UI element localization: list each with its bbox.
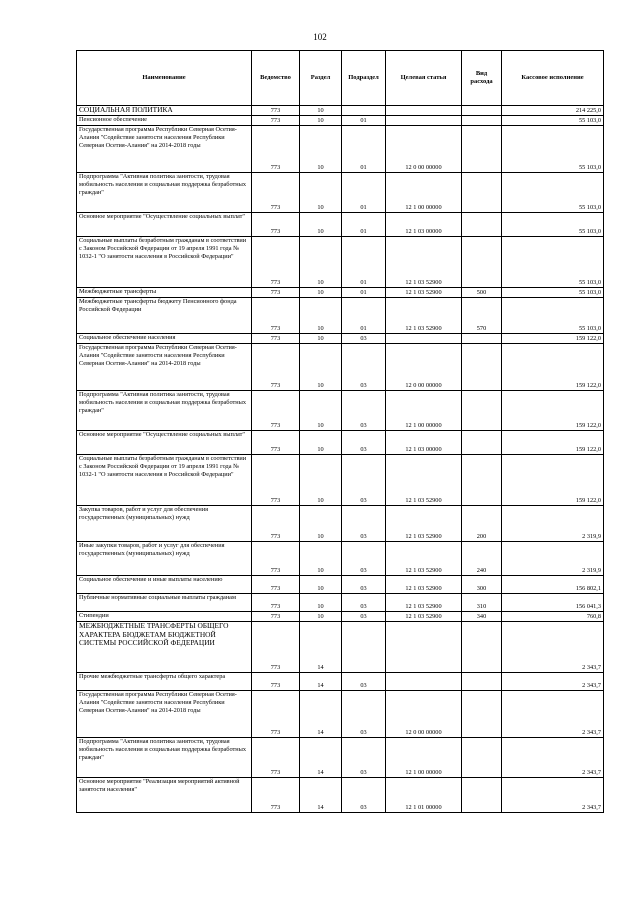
table-row — [77, 691, 604, 738]
row-razdel: 10 — [300, 213, 342, 237]
row-vedomstvo: 773 — [252, 506, 300, 542]
row-celevaya: 12 1 03 52900 — [386, 594, 462, 612]
row-vid — [462, 344, 502, 391]
row-vedomstvo: 773 — [252, 288, 300, 298]
row-name: Подпрограмма "Активная политика занятости, трудовая мобильность населения и социальная поддержка безработных граждан" — [77, 173, 252, 213]
row-vid: 200 — [462, 506, 502, 542]
row-celevaya: 12 1 03 52900 — [386, 506, 462, 542]
row-vid: 500 — [462, 288, 502, 298]
row-celevaya: 12 1 03 52900 — [386, 288, 462, 298]
row-vid — [462, 391, 502, 431]
row-amount: 2 343,7 — [502, 738, 604, 778]
row-vid — [462, 213, 502, 237]
header-celevaya: Целевая статья — [386, 51, 462, 106]
table-row — [77, 237, 604, 288]
row-amount: 214 225,0 — [502, 106, 604, 116]
row-vedomstvo: 773 — [252, 622, 300, 673]
row-podrazdel — [342, 622, 386, 673]
row-name: Государственная программа Республики Северная Осетия-Алания "Содействие занятости населения Республики Северная Осетия-Алания" на 2014-2018 годы — [77, 126, 252, 173]
row-name: Основное мероприятие "Реализация мероприятий активной занятости населения" — [77, 778, 252, 813]
row-podrazdel: 03 — [342, 431, 386, 455]
row-celevaya — [386, 673, 462, 691]
row-vid — [462, 691, 502, 738]
row-name: Межбюджетные трансферты бюджету Пенсионного фонда Российской Федерации — [77, 298, 252, 334]
row-amount: 156 802,1 — [502, 576, 604, 594]
row-podrazdel: 01 — [342, 298, 386, 334]
row-razdel: 10 — [300, 334, 342, 344]
row-podrazdel: 01 — [342, 126, 386, 173]
row-vedomstvo: 773 — [252, 106, 300, 116]
row-name: Публичные нормативные социальные выплаты гражданам — [77, 594, 252, 612]
row-razdel: 10 — [300, 116, 342, 126]
row-amount: 156 041,3 — [502, 594, 604, 612]
table-row — [77, 391, 604, 431]
row-celevaya: 12 1 03 52900 — [386, 576, 462, 594]
row-vid — [462, 237, 502, 288]
row-podrazdel: 03 — [342, 506, 386, 542]
row-celevaya: 12 0 00 00000 — [386, 344, 462, 391]
row-razdel: 14 — [300, 691, 342, 738]
row-razdel: 10 — [300, 237, 342, 288]
row-vedomstvo: 773 — [252, 431, 300, 455]
table-row — [77, 612, 604, 622]
table-row — [77, 506, 604, 542]
row-razdel: 14 — [300, 673, 342, 691]
row-razdel: 10 — [300, 594, 342, 612]
row-vedomstvo: 773 — [252, 237, 300, 288]
row-razdel: 10 — [300, 612, 342, 622]
row-podrazdel: 03 — [342, 612, 386, 622]
row-amount: 159 122,0 — [502, 455, 604, 506]
row-podrazdel: 01 — [342, 288, 386, 298]
row-vedomstvo: 773 — [252, 116, 300, 126]
row-podrazdel: 01 — [342, 213, 386, 237]
row-amount: 159 122,0 — [502, 431, 604, 455]
row-razdel: 10 — [300, 506, 342, 542]
header-amount: Кассовое исполнение — [502, 51, 604, 106]
row-vedomstvo: 773 — [252, 344, 300, 391]
row-podrazdel: 03 — [342, 576, 386, 594]
row-amount: 159 122,0 — [502, 344, 604, 391]
table-row — [77, 455, 604, 506]
row-vedomstvo: 773 — [252, 213, 300, 237]
table-row — [77, 213, 604, 237]
row-celevaya: 12 1 00 00000 — [386, 738, 462, 778]
row-amount: 760,8 — [502, 612, 604, 622]
header-row — [77, 51, 604, 106]
row-name: Прочие межбюджетные трансферты общего характера — [77, 673, 252, 691]
row-celevaya: 12 0 00 00000 — [386, 691, 462, 738]
budget-table — [76, 50, 604, 813]
row-razdel: 10 — [300, 455, 342, 506]
row-vedomstvo: 773 — [252, 334, 300, 344]
row-amount: 2 319,9 — [502, 506, 604, 542]
row-razdel: 10 — [300, 431, 342, 455]
row-podrazdel: 01 — [342, 173, 386, 213]
row-amount: 55 103,0 — [502, 237, 604, 288]
row-razdel: 14 — [300, 778, 342, 813]
row-vid — [462, 455, 502, 506]
row-vid — [462, 126, 502, 173]
row-celevaya — [386, 116, 462, 126]
header-name: Наименование — [77, 51, 252, 106]
row-vedomstvo: 773 — [252, 738, 300, 778]
row-vedomstvo: 773 — [252, 391, 300, 431]
row-vid — [462, 738, 502, 778]
row-razdel: 14 — [300, 738, 342, 778]
row-vedomstvo: 773 — [252, 691, 300, 738]
row-amount: 55 103,0 — [502, 116, 604, 126]
row-razdel: 10 — [300, 173, 342, 213]
row-vid: 310 — [462, 594, 502, 612]
row-celevaya: 12 1 00 00000 — [386, 173, 462, 213]
row-name: Подпрограмма "Активная политика занятости, трудовая мобильность населения и социальная поддержка безработных граждан" — [77, 391, 252, 431]
row-name: Социальные выплаты безработным гражданам в соответствии с Законом Российской Федерации от 19 апреля 1991 года № 1032-1 "О занятости населения в Российской Федерации" — [77, 455, 252, 506]
row-amount: 159 122,0 — [502, 334, 604, 344]
table-row — [77, 298, 604, 334]
row-podrazdel: 03 — [342, 778, 386, 813]
row-vedomstvo: 773 — [252, 173, 300, 213]
row-vedomstvo: 773 — [252, 673, 300, 691]
row-vedomstvo: 773 — [252, 542, 300, 576]
row-amount: 55 103,0 — [502, 288, 604, 298]
row-name: Основное мероприятие "Осуществление социальных выплат" — [77, 431, 252, 455]
row-vedomstvo: 773 — [252, 594, 300, 612]
row-razdel: 10 — [300, 391, 342, 431]
row-vid — [462, 106, 502, 116]
table-row — [77, 288, 604, 298]
row-vid — [462, 334, 502, 344]
row-name: СОЦИАЛЬНАЯ ПОЛИТИКА — [77, 106, 252, 116]
row-vid: 240 — [462, 542, 502, 576]
table-row — [77, 673, 604, 691]
row-vid — [462, 173, 502, 213]
row-celevaya: 12 0 00 00000 — [386, 126, 462, 173]
table-row — [77, 344, 604, 391]
row-celevaya: 12 1 03 52900 — [386, 612, 462, 622]
row-podrazdel: 03 — [342, 344, 386, 391]
row-celevaya — [386, 622, 462, 673]
header-vid: Вид расхода — [462, 51, 502, 106]
row-celevaya — [386, 106, 462, 116]
row-razdel: 10 — [300, 542, 342, 576]
table-row — [77, 334, 604, 344]
row-vid: 340 — [462, 612, 502, 622]
table-row — [77, 116, 604, 126]
table-row — [77, 622, 604, 673]
row-razdel: 14 — [300, 622, 342, 673]
row-name: Межбюджетные трансферты — [77, 288, 252, 298]
row-amount: 55 103,0 — [502, 213, 604, 237]
row-name: Закупка товаров, работ и услуг для обеспечения государственных (муниципальных) нужд — [77, 506, 252, 542]
row-celevaya: 12 1 03 00000 — [386, 213, 462, 237]
row-amount: 55 103,0 — [502, 298, 604, 334]
row-amount: 159 122,0 — [502, 391, 604, 431]
row-name: Государственная программа Республики Северная Осетия-Алания "Содействие занятости населения Республики Северная Осетия-Алания" на 2014-2018 годы — [77, 344, 252, 391]
row-vid — [462, 622, 502, 673]
row-vid — [462, 116, 502, 126]
row-podrazdel: 03 — [342, 455, 386, 506]
row-vid: 570 — [462, 298, 502, 334]
header-podrazdel: Подраздел — [342, 51, 386, 106]
row-podrazdel: 03 — [342, 673, 386, 691]
row-vedomstvo: 773 — [252, 612, 300, 622]
row-razdel: 10 — [300, 576, 342, 594]
table-row — [77, 576, 604, 594]
row-podrazdel: 03 — [342, 691, 386, 738]
row-vid — [462, 673, 502, 691]
row-name: Социальные выплаты безработным гражданам в соответствии с Законом Российской Федерации от 19 апреля 1991 года № 1032-1 "О занятости населения в Российской Федерации" — [77, 237, 252, 288]
row-amount: 2 343,7 — [502, 778, 604, 813]
row-razdel: 10 — [300, 126, 342, 173]
row-name: Иные закупки товаров, работ и услуг для обеспечения государственных (муниципальных) нужд — [77, 542, 252, 576]
table-row — [77, 126, 604, 173]
row-celevaya: 12 1 01 00000 — [386, 778, 462, 813]
row-vedomstvo: 773 — [252, 778, 300, 813]
row-celevaya: 12 1 03 52900 — [386, 237, 462, 288]
row-razdel: 10 — [300, 344, 342, 391]
row-podrazdel: 01 — [342, 116, 386, 126]
row-amount: 2 343,7 — [502, 622, 604, 673]
page-number: 102 — [313, 32, 327, 42]
table-row — [77, 542, 604, 576]
row-name: Подпрограмма "Активная политика занятости, трудовая мобильность населения и социальная поддержка безработных граждан" — [77, 738, 252, 778]
table-row — [77, 106, 604, 116]
row-amount: 55 103,0 — [502, 173, 604, 213]
row-vedomstvo: 773 — [252, 126, 300, 173]
row-celevaya: 12 1 03 52900 — [386, 455, 462, 506]
row-name: Социальное обеспечение населения — [77, 334, 252, 344]
row-vedomstvo: 773 — [252, 576, 300, 594]
row-name: Стипендии — [77, 612, 252, 622]
row-razdel: 10 — [300, 106, 342, 116]
row-name: Пенсионное обеспечение — [77, 116, 252, 126]
table-row — [77, 173, 604, 213]
row-podrazdel: 03 — [342, 334, 386, 344]
table-body — [77, 106, 604, 813]
row-amount: 55 103,0 — [502, 126, 604, 173]
row-podrazdel: 03 — [342, 391, 386, 431]
row-name: Основное мероприятие "Осуществление социальных выплат" — [77, 213, 252, 237]
row-amount: 2 343,7 — [502, 691, 604, 738]
row-name: МЕЖБЮДЖЕТНЫЕ ТРАНСФЕРТЫ ОБЩЕГО ХАРАКТЕРА БЮДЖЕТАМ БЮДЖЕТНОЙ СИСТЕМЫ РОССИЙСКОЙ ФЕДЕРАЦИИ — [77, 622, 252, 673]
header-razdel: Раздел — [300, 51, 342, 106]
row-razdel: 10 — [300, 288, 342, 298]
row-celevaya: 12 1 03 52900 — [386, 298, 462, 334]
row-amount: 2 319,9 — [502, 542, 604, 576]
row-celevaya: 12 1 03 52900 — [386, 542, 462, 576]
row-vid — [462, 431, 502, 455]
row-razdel: 10 — [300, 298, 342, 334]
row-podrazdel: 03 — [342, 594, 386, 612]
row-vedomstvo: 773 — [252, 298, 300, 334]
header-vedomstvo: Ведомство — [252, 51, 300, 106]
row-name: Государственная программа Республики Северная Осетия-Алания "Содействие занятости населения Республики Северная Осетия-Алания" на 2014-2018 годы — [77, 691, 252, 738]
table-row — [77, 778, 604, 813]
row-podrazdel: 01 — [342, 237, 386, 288]
row-celevaya: 12 1 03 00000 — [386, 431, 462, 455]
row-vid: 300 — [462, 576, 502, 594]
row-podrazdel — [342, 106, 386, 116]
row-name: Социальное обеспечение и иные выплаты населению — [77, 576, 252, 594]
table-row — [77, 594, 604, 612]
table-row — [77, 738, 604, 778]
row-podrazdel: 03 — [342, 542, 386, 576]
row-amount: 2 343,7 — [502, 673, 604, 691]
row-vid — [462, 778, 502, 813]
row-celevaya: 12 1 00 00000 — [386, 391, 462, 431]
row-celevaya — [386, 334, 462, 344]
row-vedomstvo: 773 — [252, 455, 300, 506]
table-row — [77, 431, 604, 455]
row-podrazdel: 03 — [342, 738, 386, 778]
